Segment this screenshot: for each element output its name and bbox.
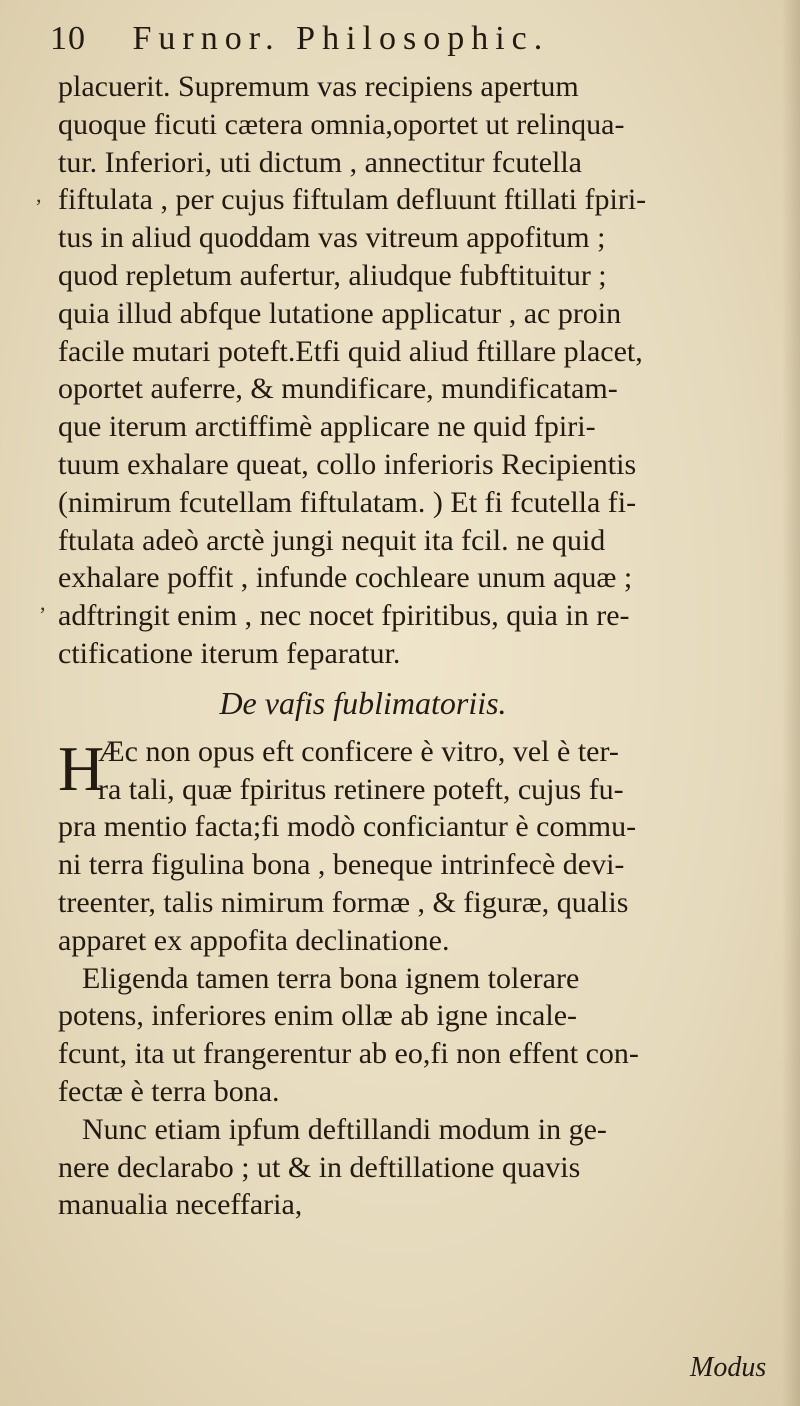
text-line: oportet auferre, & mundificare, mundificatam- xyxy=(58,372,618,406)
text-line: que iterum arctiffimè applicare ne quid fpiri- xyxy=(58,410,596,444)
margin-mark: , xyxy=(36,182,42,207)
page-number: 10 xyxy=(50,20,86,57)
text-line: fiftulata , per cujus fiftulam defluunt ftillati fpiri- xyxy=(58,183,647,217)
dropcap-paragraph-line xyxy=(58,771,778,809)
text-line: Nunc etiam ipfum deftillandi modum in ge- xyxy=(82,1112,607,1146)
text-line: adftringit enim , nec nocet fpiritibus, quia in re- xyxy=(58,599,630,633)
text-line: nere declarabo ; ut & in deftillatione quavis xyxy=(58,1150,581,1184)
text-line: tuum exhalare queat, collo inferioris Recipientis xyxy=(58,447,637,481)
text-line: treenter, talis nimirum formæ , & figuræ, qualis xyxy=(58,885,629,919)
page-header xyxy=(50,20,750,64)
text-line: tur. Inferiori, uti dictum , annectitur fcutella xyxy=(58,145,582,179)
text-line: ra tali, quæ fpiritus retinere poteft, cujus fu- xyxy=(98,772,624,806)
text-line: ni terra figulina bona , beneque intrinfecè devi- xyxy=(58,848,625,882)
drop-cap: H xyxy=(58,732,105,804)
text-line: apparet ex appofita declinatione. xyxy=(58,923,450,957)
section-heading: De vafis fublimatoriis. xyxy=(219,684,507,721)
text-line: pra mentio facta;fi modò conficiantur è commu- xyxy=(58,810,637,844)
catchword: Modus xyxy=(690,1352,767,1383)
text-line: manualia neceffaria, xyxy=(58,1188,303,1222)
text-line: placuerit. Supremum vas recipiens apertum xyxy=(58,70,579,103)
margin-mark: , xyxy=(40,590,46,615)
text-line: quia illud abfque lutatione applicatur , ac proin xyxy=(58,296,622,330)
text-line: facile mutari poteft.Etfi quid aliud ftillare placet, xyxy=(58,334,643,368)
text-line: Eligenda tamen terra bona ignem tolerare xyxy=(82,961,580,995)
text-line: Æc non opus eft conficere è vitro, vel è ter- xyxy=(98,734,619,768)
body-text xyxy=(58,68,778,1224)
text-line: fectæ è terra bona. xyxy=(58,1074,280,1108)
text-line: ftulata adeò arctè jungi nequit ita fcil. ne quid xyxy=(58,523,606,557)
text-line: tus in aliud quoddam vas vitreum appofitum ; xyxy=(58,221,606,255)
text-line: ctificatione iterum feparatur. xyxy=(58,636,401,670)
text-line: exhalare poffit , infunde cochleare unum aquæ ; xyxy=(58,561,633,595)
running-head: Furnor. Philosophic. xyxy=(132,20,550,57)
text-line: quod repletum aufertur, aliudque fubftituitur ; xyxy=(58,258,607,292)
text-line: (nimirum fcutellam fiftulatam. ) Et fi fcutella fi- xyxy=(58,485,637,519)
page-edge-shadow xyxy=(782,0,800,1406)
text-line: potens, inferiores enim ollæ ab igne incale- xyxy=(58,999,578,1033)
text-line: quoque ficuti cætera omnia,oportet ut relinqua- xyxy=(58,107,625,141)
text-line: fcunt, ita ut frangerentur ab eo,fi non effent con- xyxy=(58,1037,639,1071)
